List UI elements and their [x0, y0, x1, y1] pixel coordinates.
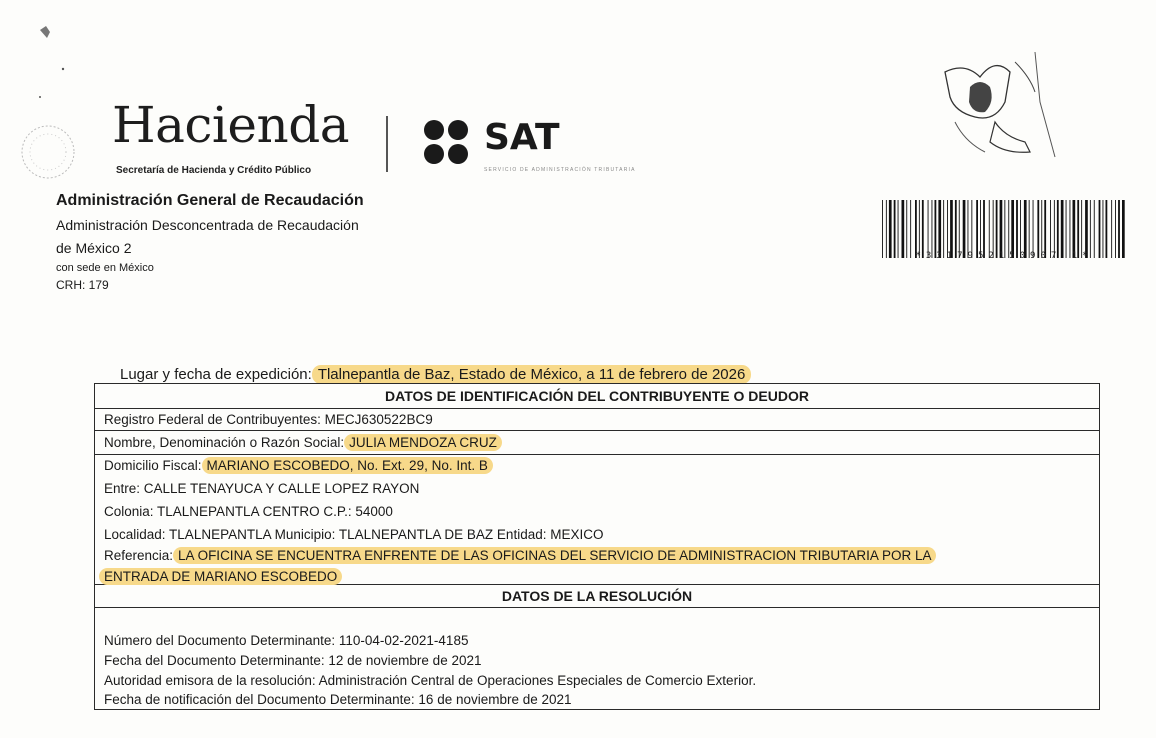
office-line-2: de México 2 — [56, 240, 132, 256]
barcode-bar — [922, 200, 924, 258]
crh-code: CRH: 179 — [56, 278, 109, 292]
resolution-section-header: DATOS DE LA RESOLUCIÓN — [95, 585, 1099, 608]
barcode-bar — [935, 200, 937, 258]
rfc-label: Registro Federal de Contribuyentes: — [104, 412, 321, 427]
barcode-bar — [1094, 200, 1095, 258]
doc-date-line: Fecha del Documento Determinante: 12 de noviembre de 2021 — [104, 653, 482, 668]
locality-line: Localidad: TLALNEPANTLA Municipio: TLALNEPANTLA DE BAZ Entidad: MEXICO — [104, 527, 604, 542]
barcode-bar — [1000, 200, 1003, 258]
barcode-bar — [928, 200, 929, 258]
doc-number-line: Número del Documento Determinante: 110-04-02-2021-4185 — [104, 633, 469, 648]
barcode-bar — [1061, 200, 1064, 258]
rfc-row — [95, 409, 1099, 431]
barcode-bar — [932, 200, 933, 258]
barcode-bar — [1111, 200, 1112, 258]
barcode-bar — [919, 200, 920, 258]
authority-line: Autoridad emisora de la resolución: Administración Central de Operaciones Especiales de Comercio Exterior. — [104, 673, 757, 688]
barcode-bar — [963, 200, 966, 258]
reference-value-1: LA OFICINA SE ENCUENTRA ENFRENTE DE LAS OFICINAS DEL SERVICIO DE ADMINISTRACION TRIBUTARIA POR LA — [173, 547, 936, 564]
name-row — [95, 431, 1099, 455]
barcode-bar — [1029, 200, 1030, 258]
barcode-bar — [955, 200, 957, 258]
domicile-line — [104, 458, 493, 473]
barcode-bar — [993, 200, 994, 258]
barcode-bar — [1118, 200, 1120, 258]
barcode-bar — [1090, 200, 1091, 258]
barcode-icon — [880, 200, 1128, 258]
data-table — [94, 383, 1100, 710]
place-date-label: Lugar y fecha de expedición: — [120, 366, 312, 383]
barcode-bar — [1054, 200, 1055, 258]
barcode-bar — [1050, 200, 1051, 258]
name-label: Nombre, Denominación o Razón Social: — [104, 435, 345, 450]
barcode-bar — [980, 200, 981, 258]
hacienda-subtitle: Secretaría de Hacienda y Crédito Público — [116, 165, 312, 176]
logo-divider — [386, 116, 388, 172]
rfc-value: MECJ630522BC9 — [324, 412, 433, 427]
barcode-bar — [902, 200, 905, 258]
barcode-bar — [1016, 200, 1018, 258]
barcode-bar — [947, 200, 948, 258]
barcode-bar — [1099, 200, 1101, 258]
place-date-line — [120, 366, 751, 383]
barcode-bar — [906, 200, 907, 258]
barcode-bar — [968, 200, 969, 258]
barcode-bar — [1011, 200, 1014, 258]
barcode-bar — [1057, 200, 1059, 258]
office-line-1: Administración Desconcentrada de Recaudación — [56, 217, 359, 233]
barcode-bar — [1044, 200, 1046, 258]
barcode-bar — [1066, 200, 1067, 258]
barcode-bar — [1033, 200, 1034, 258]
barcode-bar — [910, 200, 911, 258]
barcode-bar — [938, 200, 941, 258]
barcode-bar — [898, 200, 899, 258]
barcode-bar — [1008, 200, 1009, 258]
office-line-3: con sede en México — [56, 262, 154, 274]
barcode-bar — [959, 200, 960, 258]
reference-label: Referencia: — [104, 548, 174, 563]
between-line: Entre: CALLE TENAYUCA Y CALLE LOPEZ RAYON — [104, 481, 420, 496]
barcode-bar — [1041, 200, 1042, 258]
name-value: JULIA MENDOZA CRUZ — [344, 434, 502, 451]
barcode-bar — [1122, 200, 1125, 258]
reference-value-2: ENTRADA DE MARIANO ESCOBEDO — [99, 568, 342, 585]
barcode-bar — [1024, 200, 1027, 258]
barcode-bar — [996, 200, 998, 258]
national-emblem-icon — [935, 42, 1065, 172]
hacienda-logo-text: Hacienda — [112, 96, 350, 154]
barcode-bar — [886, 200, 887, 258]
barcode-bar — [976, 200, 978, 258]
seal-icon — [18, 12, 78, 182]
sat-dots-icon — [423, 119, 469, 165]
barcode-bar — [1004, 200, 1005, 258]
colonia-line: Colonia: TLALNEPANTLA CENTRO C.P.: 54000 — [104, 504, 393, 519]
barcode-bar — [1020, 200, 1021, 258]
barcode-bar — [943, 200, 944, 258]
barcode-bar — [971, 200, 972, 258]
domicile-block — [95, 455, 1099, 585]
barcode-bar — [1077, 200, 1079, 258]
barcode-bar — [1103, 200, 1104, 258]
reference-line-2 — [99, 569, 342, 584]
sat-logo-text: SAT — [484, 117, 560, 158]
barcode-bar — [950, 200, 953, 258]
barcode-bar — [1106, 200, 1108, 258]
taxpayer-section-header: DATOS DE IDENTIFICACIÓN DEL CONTRIBUYENTE O DEUDOR — [95, 384, 1099, 409]
barcode-bar — [1073, 200, 1076, 258]
barcode-bar — [894, 200, 896, 258]
domicile-value: MARIANO ESCOBEDO, No. Ext. 29, No. Int. B — [202, 457, 493, 474]
barcode-bar — [1070, 200, 1071, 258]
domicile-label: Domicilio Fiscal: — [104, 458, 202, 473]
place-date-value: Tlalnepantla de Baz, Estado de México, a 11 de febrero de 2026 — [312, 365, 752, 384]
barcode-bar — [889, 200, 892, 258]
reference-line-1 — [104, 548, 936, 563]
barcode-number: *3317952150907 1* — [915, 251, 1093, 261]
barcode-bar — [983, 200, 985, 258]
notification-date-line: Fecha de notificación del Documento Determinante: 16 de noviembre de 2021 — [104, 692, 572, 707]
barcode-bar — [1037, 200, 1039, 258]
barcode-bar — [882, 200, 883, 258]
sat-subtitle: SERVICIO DE ADMINISTRACIÓN TRIBUTARIA — [484, 167, 636, 173]
barcode-bar — [1085, 200, 1088, 258]
barcode-bar — [915, 200, 917, 258]
barcode-bar — [1081, 200, 1082, 258]
barcode-bar — [1115, 200, 1116, 258]
office-title: Administración General de Recaudación — [56, 192, 364, 209]
barcode-bar — [989, 200, 990, 258]
